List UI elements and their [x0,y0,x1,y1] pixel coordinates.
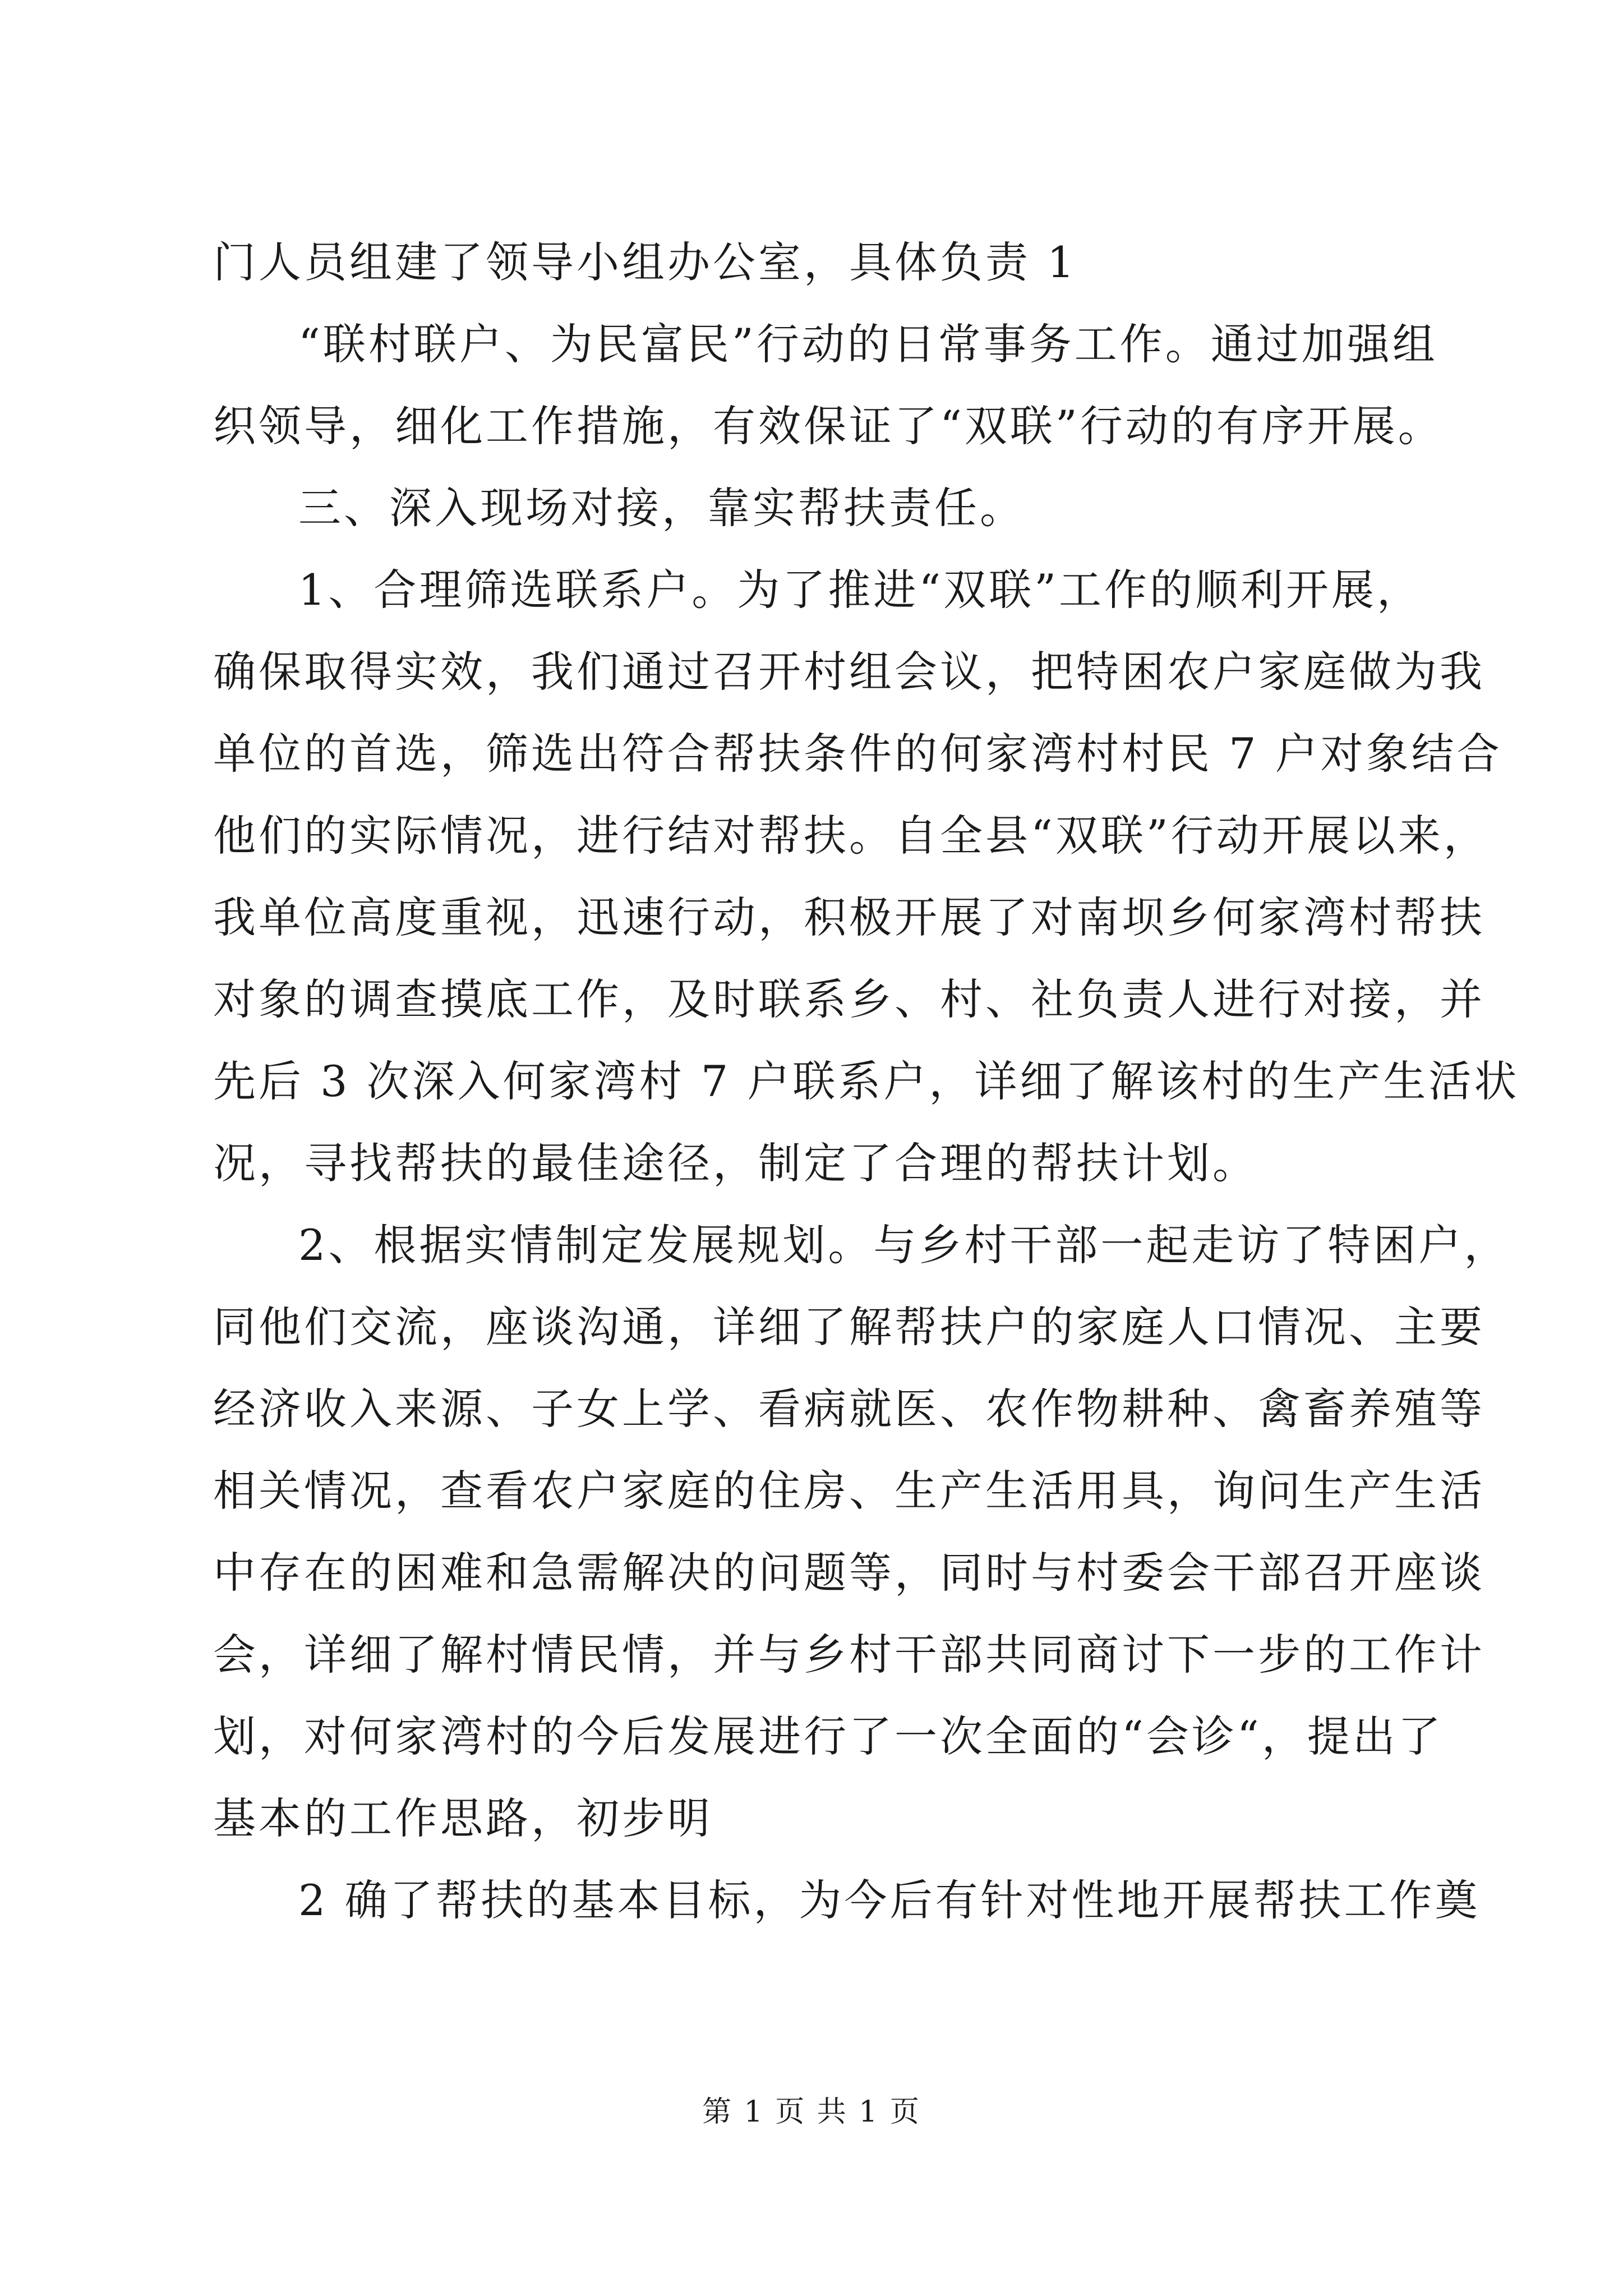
text-line-1: 门人员组建了领导小组办公室，具体负责 1 [213,237,1077,287]
text-line-5: 1、合理筛选联系户。为了推进“双联”工作的顺利开展， [298,565,1423,615]
text-line-9: 我单位高度重视，迅速行动，积极开展了对南坝乡何家湾村帮扶 [213,892,1485,942]
text-line-18: 会，详细了解村情民情，并与乡村干部共同商讨下一步的工作计 [213,1630,1485,1680]
text-line-8: 他们的实际情况，进行结对帮扶。自全县“双联”行动开展以来， [213,811,1489,861]
text-line-10: 对象的调查摸底工作，及时联系乡、村、社负责人进行对接，并 [213,974,1485,1024]
text-line-16: 相关情况，查看农户家庭的住房、生产生活用具，询问生产生活 [213,1466,1485,1516]
text-line-12: 况，寻找帮扶的最佳途径，制定了合理的帮扶计划。 [213,1138,1258,1188]
text-line-7: 单位的首选，筛选出符合帮扶条件的何家湾村村民 7 户对象结合 [213,729,1502,779]
text-line-19: 划，对何家湾村的今后发展进行了一次全面的“会诊“，提出了 [213,1711,1444,1761]
section-heading-three: 三、深入现场对接，靠实帮扶责任。 [298,483,1025,533]
page-footer: 第 1 页 共 1 页 [702,2095,921,2129]
text-line-2: “联村联户、为民富民”行动的日常事务工作。通过加强组 [298,319,1438,369]
text-line-17: 中存在的困难和急需解决的问题等，同时与村委会干部召开座谈 [213,1548,1485,1598]
document-body [213,222,1520,1941]
text-line-15: 经济收入来源、子女上学、看病就医、农作物耕种、禽畜养殖等 [213,1384,1485,1434]
text-line-14: 同他们交流，座谈沟通，详细了解帮扶户的家庭人口情况、主要 [213,1302,1485,1352]
text-line-13: 2、根据实情制定发展规划。与乡村干部一起走访了特困户， [298,1220,1510,1270]
text-line-20: 基本的工作思路，初步明 [213,1793,713,1843]
text-line-21: 2 确了帮扶的基本目标，为今后有针对性地开展帮扶工作奠 [298,1875,1481,1925]
text-line-3: 织领导，细化工作措施，有效保证了“双联”行动的有序开展。 [213,401,1444,451]
text-line-11: 先后 3 次深入何家湾村 7 户联系户，详细了解该村的生产生活状 [213,1056,1520,1106]
text-line-6: 确保取得实效，我们通过召开村组会议，把特困农户家庭做为我 [213,647,1485,697]
